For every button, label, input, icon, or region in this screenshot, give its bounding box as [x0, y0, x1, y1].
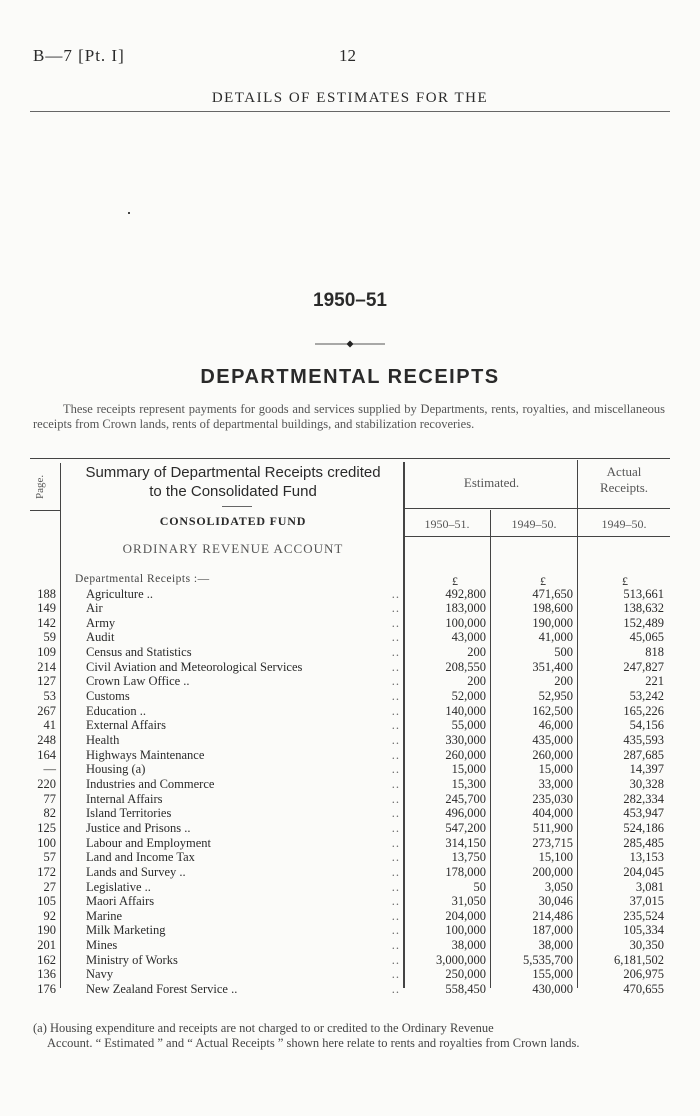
summary-header-line1: Summary of Departmental Receipts credited	[85, 464, 381, 481]
table-row	[0, 704, 700, 719]
row-leader-dots: ..	[391, 733, 400, 747]
row-actual-1949-50: 221	[645, 674, 664, 689]
actual-receipts-header	[578, 464, 670, 496]
row-actual-1949-50: 3,081	[635, 879, 664, 894]
page-column-header: Page.	[34, 474, 46, 500]
print-speck	[128, 212, 130, 214]
row-department: Justice and Prisons ..	[86, 820, 191, 835]
table-row	[0, 865, 700, 880]
row-estimated-1949-50: 404,000	[532, 806, 573, 821]
table-row	[0, 601, 700, 616]
row-page: 162	[37, 952, 56, 967]
row-department: Housing (a)	[86, 762, 146, 777]
row-leader-dots: ..	[391, 820, 400, 835]
row-estimated-1950-51: 15,300	[451, 776, 486, 791]
row-leader-dots: ..	[391, 850, 400, 865]
row-page: 190	[37, 923, 56, 938]
table-row	[0, 645, 700, 660]
row-actual-1949-50: 204,045	[623, 864, 664, 879]
row-estimated-1950-51: 200	[467, 674, 486, 689]
footnote-line1: (a) Housing expenditure and receipts are not charged to or credited to the Ordinary Revenue	[33, 1021, 494, 1035]
row-page: 176	[37, 982, 56, 997]
row-page: 267	[37, 703, 56, 718]
row-estimated-1950-51: 260,000	[445, 747, 486, 762]
table-row	[0, 894, 700, 909]
row-actual-1949-50: 37,015	[629, 894, 664, 909]
table-row	[0, 733, 700, 748]
row-department: Marine	[86, 908, 123, 923]
row-estimated-1949-50: 471,650	[532, 586, 573, 601]
row-estimated-1949-50: 15,000	[538, 762, 573, 777]
row-page: 201	[37, 938, 56, 953]
table-row	[0, 587, 700, 602]
table-row	[0, 982, 700, 997]
row-leader-dots: ..	[391, 923, 400, 938]
row-department: Land and Income Tax	[86, 850, 195, 865]
row-department: Audit	[86, 630, 115, 645]
row-actual-1949-50: 13,153	[629, 850, 664, 865]
row-leader-dots: ..	[391, 601, 400, 616]
table-row	[0, 689, 700, 704]
currency-symbol: £	[452, 574, 458, 588]
row-estimated-1949-50: 190,000	[532, 615, 573, 630]
currency-symbol: £	[622, 574, 628, 588]
row-estimated-1949-50: 351,400	[532, 659, 573, 674]
row-estimated-1949-50: 273,715	[532, 835, 573, 850]
row-page: 220	[37, 776, 56, 791]
row-leader-dots: ..	[391, 879, 400, 894]
row-estimated-1949-50: 260,000	[532, 747, 573, 762]
years-underline	[404, 536, 670, 537]
row-estimated-1949-50: 200,000	[532, 864, 573, 879]
row-estimated-1949-50: 33,000	[538, 776, 573, 791]
table-top-rule	[30, 458, 670, 459]
row-estimated-1950-51: 178,000	[445, 864, 486, 879]
row-actual-1949-50: 152,489	[623, 615, 664, 630]
row-actual-1949-50: 513,661	[623, 586, 664, 601]
row-page: 57	[43, 850, 56, 865]
row-actual-1949-50: 206,975	[623, 967, 664, 982]
row-actual-1949-50: 235,524	[623, 908, 664, 923]
row-estimated-1949-50: 30,046	[538, 894, 573, 909]
table-row	[0, 821, 700, 836]
row-leader-dots: ..	[391, 952, 400, 967]
row-actual-1949-50: 14,397	[629, 762, 664, 777]
row-department: Census and Statistics	[86, 645, 192, 660]
row-actual-1949-50: 6,181,502	[614, 952, 664, 967]
row-department: Army	[86, 615, 116, 630]
row-estimated-1949-50: 235,030	[532, 791, 573, 806]
row-page: 109	[37, 645, 56, 660]
table-row	[0, 630, 700, 645]
row-actual-1949-50: 285,485	[623, 835, 664, 850]
row-estimated-1950-51: 208,550	[445, 659, 486, 674]
ordinary-revenue-heading: ORDINARY REVENUE ACCOUNT	[122, 541, 344, 556]
row-estimated-1949-50: 15,100	[538, 850, 573, 865]
row-actual-1949-50: 282,334	[623, 791, 664, 806]
table-row	[0, 923, 700, 938]
row-estimated-1950-51: 492,800	[445, 586, 486, 601]
row-estimated-1949-50: 5,535,700	[523, 952, 573, 967]
table-row	[0, 880, 700, 895]
row-estimated-1950-51: 15,000	[451, 762, 486, 777]
page-number: 12	[339, 46, 356, 65]
row-leader-dots: ..	[391, 674, 400, 689]
row-leader-dots: ..	[391, 630, 400, 645]
row-estimated-1950-51: 43,000	[451, 630, 486, 645]
table-row	[0, 660, 700, 675]
row-actual-1949-50: 30,328	[629, 776, 664, 791]
row-department: Island Territories	[86, 806, 172, 821]
row-department: Highways Maintenance	[86, 747, 205, 762]
row-leader-dots: ..	[391, 659, 400, 674]
table-row	[0, 806, 700, 821]
row-page: 127	[37, 674, 56, 689]
row-estimated-1950-51: 200	[467, 645, 486, 660]
actual-header-line2: Receipts.	[599, 480, 648, 495]
row-estimated-1949-50: 155,000	[532, 967, 573, 982]
summary-header-line2: to the Consolidated Fund	[149, 483, 317, 500]
row-estimated-1950-51: 245,700	[445, 791, 486, 806]
running-title: DETAILS OF ESTIMATES FOR THE	[211, 90, 489, 106]
row-leader-dots: ..	[391, 835, 400, 850]
row-department: Crown Law Office ..	[86, 674, 190, 689]
ornament-rule	[315, 340, 385, 348]
row-actual-1949-50: 165,226	[623, 703, 664, 718]
row-department: Mines	[86, 938, 118, 953]
table-row	[0, 616, 700, 631]
row-estimated-1949-50: 162,500	[532, 703, 573, 718]
row-estimated-1950-51: 183,000	[445, 601, 486, 616]
row-department: Ministry of Works	[86, 952, 178, 967]
row-leader-dots: ..	[391, 864, 400, 879]
document-reference: B—7 [Pt. I]	[33, 46, 125, 65]
row-page: 188	[37, 586, 56, 601]
currency-symbol: £	[540, 574, 546, 588]
row-estimated-1950-51: 558,450	[445, 982, 486, 997]
row-leader-dots: ..	[391, 938, 400, 953]
row-estimated-1950-51: 52,000	[451, 689, 486, 704]
row-estimated-1949-50: 430,000	[532, 982, 573, 997]
row-estimated-1950-51: 496,000	[445, 806, 486, 821]
header-rule	[30, 111, 670, 112]
row-estimated-1949-50: 46,000	[538, 718, 573, 733]
table-row	[0, 792, 700, 807]
intro-paragraph: These receipts represent payments for goods and services supplied by Departments, rents, royalties, and miscellaneous receipts from Crown lands, rents of departmental buildings, and stabilization recoveries.	[33, 402, 665, 431]
row-page: 27	[43, 879, 56, 894]
table-row	[0, 836, 700, 851]
row-leader-dots: ..	[391, 689, 400, 704]
row-page: —	[43, 762, 56, 777]
table-row	[0, 967, 700, 982]
financial-year: 1950–51	[313, 290, 387, 311]
year-header-estimated-1949-50: 1949–50.	[511, 517, 557, 531]
summary-header-rule	[222, 506, 252, 507]
row-actual-1949-50: 30,350	[629, 938, 664, 953]
row-estimated-1950-51: 330,000	[445, 733, 486, 747]
row-actual-1949-50: 45,065	[629, 630, 664, 645]
table-row	[0, 953, 700, 968]
row-estimated-1949-50: 38,000	[538, 938, 573, 953]
table-row	[0, 674, 700, 689]
row-estimated-1949-50: 3,050	[544, 879, 573, 894]
row-page: 164	[37, 747, 56, 762]
row-actual-1949-50: 524,186	[623, 820, 664, 835]
section-title	[0, 366, 700, 389]
row-page: 100	[37, 835, 56, 850]
row-estimated-1949-50: 41,000	[538, 630, 573, 645]
row-actual-1949-50: 247,827	[623, 659, 664, 674]
row-estimated-1950-51: 13,750	[451, 850, 486, 865]
row-page: 125	[37, 820, 56, 835]
row-estimated-1950-51: 3,000,000	[436, 952, 486, 967]
row-leader-dots: ..	[391, 776, 400, 791]
row-leader-dots: ..	[391, 908, 400, 923]
row-estimated-1949-50: 435,000	[532, 733, 573, 747]
departmental-receipts-subheading: Departmental Receipts :—	[75, 573, 210, 585]
row-department: Industries and Commerce	[86, 776, 215, 791]
row-actual-1949-50: 818	[645, 645, 664, 660]
row-department: Navy	[86, 967, 114, 982]
estimated-header: Estimated.	[463, 475, 520, 490]
row-page: 136	[37, 967, 56, 982]
table-row	[0, 909, 700, 924]
row-leader-dots: ..	[391, 762, 400, 777]
row-department: Air	[86, 601, 103, 616]
row-page: 105	[37, 894, 56, 909]
row-leader-dots: ..	[391, 586, 400, 601]
row-actual-1949-50: 435,593	[623, 733, 664, 747]
row-leader-dots: ..	[391, 791, 400, 806]
row-actual-1949-50: 54,156	[629, 718, 664, 733]
row-page: 92	[43, 908, 56, 923]
footnote	[33, 1021, 667, 1051]
row-estimated-1949-50: 200	[554, 674, 573, 689]
row-page: 41	[43, 718, 56, 733]
row-leader-dots: ..	[391, 645, 400, 660]
row-page: 59	[43, 630, 56, 645]
row-estimated-1949-50: 198,600	[532, 601, 573, 616]
row-page: 214	[37, 659, 56, 674]
row-leader-dots: ..	[391, 615, 400, 630]
row-department: Customs	[86, 689, 130, 704]
row-department: Education ..	[86, 703, 147, 718]
row-estimated-1949-50: 511,900	[532, 820, 573, 835]
row-estimated-1950-51: 31,050	[451, 894, 486, 909]
row-department: Milk Marketing	[86, 923, 166, 938]
row-page: 82	[43, 806, 56, 821]
row-page: 172	[37, 864, 56, 879]
row-estimated-1950-51: 204,000	[445, 908, 486, 923]
row-department: Civil Aviation and Meteorological Services	[86, 659, 303, 674]
row-actual-1949-50: 138,632	[623, 601, 664, 616]
consolidated-fund-heading: CONSOLIDATED FUND	[159, 514, 307, 528]
table-row	[0, 718, 700, 733]
table-row	[0, 850, 700, 865]
row-page: 77	[43, 791, 56, 806]
row-page: 53	[43, 689, 56, 704]
row-page: 248	[37, 733, 56, 747]
row-estimated-1950-51: 547,200	[445, 820, 486, 835]
row-actual-1949-50: 105,334	[623, 923, 664, 938]
row-leader-dots: ..	[391, 718, 400, 733]
row-estimated-1949-50: 500	[554, 645, 573, 660]
row-department: Internal Affairs	[86, 791, 163, 806]
actual-header-line1: Actual	[606, 464, 642, 479]
row-actual-1949-50: 470,655	[623, 982, 664, 997]
table-row	[0, 777, 700, 792]
row-department: Labour and Employment	[86, 835, 211, 850]
year-header-actual-1949-50: 1949–50.	[601, 517, 647, 531]
footnote-line2: Account. “ Estimated ” and “ Actual Receipts ” shown here relate to rents and royalties from Crown lands.	[47, 1036, 580, 1050]
row-estimated-1949-50: 214,486	[532, 908, 573, 923]
row-leader-dots: ..	[391, 894, 400, 909]
row-department: Maori Affairs	[86, 894, 155, 909]
row-leader-dots: ..	[391, 806, 400, 821]
row-actual-1949-50: 53,242	[629, 689, 664, 704]
row-estimated-1950-51: 55,000	[451, 718, 486, 733]
row-estimated-1950-51: 100,000	[445, 923, 486, 938]
row-estimated-1950-51: 314,150	[445, 835, 486, 850]
year-header-estimated-1950-51: 1950–51.	[424, 517, 470, 531]
row-department: External Affairs	[86, 718, 166, 733]
row-estimated-1950-51: 50	[473, 879, 486, 894]
summary-header	[66, 463, 400, 501]
row-estimated-1950-51: 250,000	[445, 967, 486, 982]
row-leader-dots: ..	[391, 982, 400, 997]
row-leader-dots: ..	[391, 967, 400, 982]
row-department: Agriculture ..	[86, 586, 153, 601]
row-actual-1949-50: 287,685	[623, 747, 664, 762]
section-title-text: DEPARTMENTAL RECEIPTS	[200, 366, 500, 388]
row-page: 149	[37, 601, 56, 616]
row-estimated-1949-50: 52,950	[538, 689, 573, 704]
table-row	[0, 762, 700, 777]
row-estimated-1950-51: 100,000	[445, 615, 486, 630]
row-estimated-1950-51: 140,000	[445, 703, 486, 718]
row-leader-dots: ..	[391, 703, 400, 718]
row-department: Lands and Survey ..	[86, 864, 186, 879]
row-department: New Zealand Forest Service ..	[86, 982, 238, 997]
row-estimated-1950-51: 38,000	[451, 938, 486, 953]
row-estimated-1949-50: 187,000	[532, 923, 573, 938]
actual-head-underline	[578, 508, 670, 509]
row-department: Legislative ..	[86, 879, 151, 894]
row-actual-1949-50: 453,947	[623, 806, 664, 821]
estimated-underline	[404, 508, 577, 509]
table-row	[0, 938, 700, 953]
row-page: 142	[37, 615, 56, 630]
row-leader-dots: ..	[391, 747, 400, 762]
table-row	[0, 748, 700, 763]
row-department: Health	[86, 733, 120, 747]
